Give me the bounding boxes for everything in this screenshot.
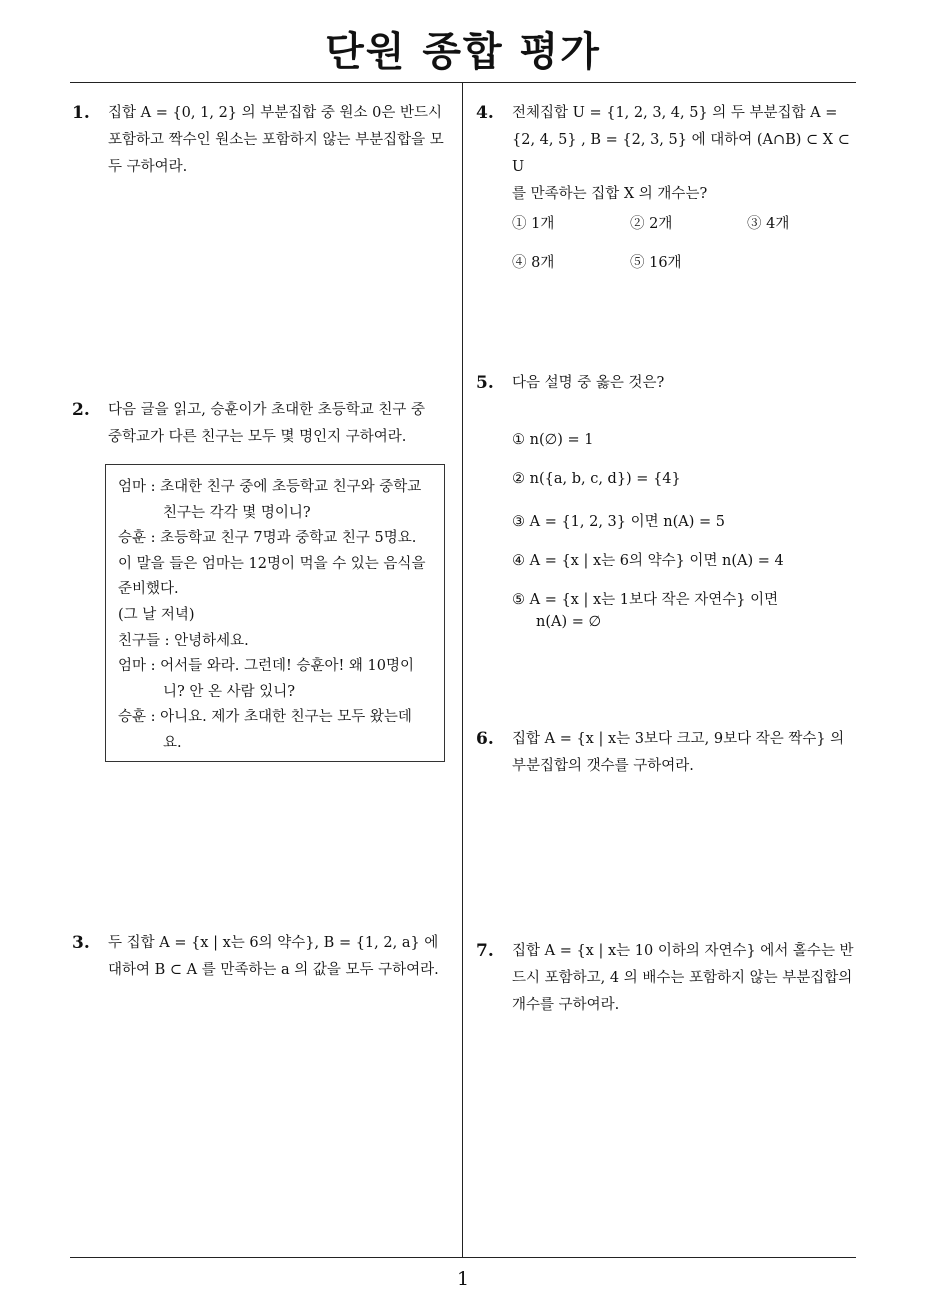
question-line: 전체집합 U = {1, 2, 3, 4, 5} 의 두 부분집합 A = [512, 105, 838, 121]
question-line: {2, 4, 5} , B = {2, 3, 5} 에 대하여 (A∩B) ⊂ X ⊂ U [512, 132, 850, 175]
question-line: 다음 글을 읽고, 승훈이가 초대한 초등학교 친구 중 [108, 402, 426, 418]
question-number: 2. [72, 400, 90, 420]
question-6 [476, 726, 866, 780]
question-line: 두 구하여라. [108, 159, 188, 175]
question-number: 5. [476, 373, 494, 393]
question-line: 다음 설명 중 옳은 것은? [512, 375, 665, 391]
question-1 [72, 100, 462, 181]
question-line: 집합 A = {x | x는 3보다 크고, 9보다 작은 짝수} 의 [512, 731, 845, 747]
question-text [108, 100, 462, 181]
choice-4[interactable]: ④ A = {x | x는 6의 약수} 이면 n(A) = 4 [512, 553, 784, 569]
question-text [512, 726, 866, 780]
question-text [512, 370, 866, 397]
dialogue-line: 친구들 : 안녕하세요. [118, 632, 249, 649]
choice-2[interactable]: ② n({a, b, c, d}) = {4} [512, 471, 681, 487]
dialogue-line: 니? 안 온 사람 있니? [163, 683, 296, 700]
dialogue-line: (그 날 저녁) [118, 606, 195, 623]
question-line: 를 만족하는 집합 X 의 개수는? [512, 186, 708, 202]
choice-1[interactable]: ① 1개 [512, 216, 555, 232]
question-line: 부분집합의 갯수를 구하여라. [512, 758, 694, 774]
top-rule [70, 82, 856, 83]
question-text [108, 930, 462, 984]
question-number: 1. [72, 103, 90, 123]
dialogue-line: 엄마 : 어서들 와라. 그런데! 승훈아! 왜 10명이 [118, 658, 414, 675]
page-number: 1 [456, 1268, 470, 1290]
question-number: 7. [476, 941, 494, 961]
question-line: 드시 포함하고, 4 의 배수는 포함하지 않는 부분집합의 [512, 970, 853, 986]
question-2 [72, 397, 462, 451]
question-line: 개수를 구하여라. [512, 997, 620, 1013]
question-number: 3. [72, 933, 90, 953]
choice-5[interactable]: ⑤ A = {x | x는 1보다 작은 자연수} 이면 [512, 592, 779, 608]
question-line: 중학교가 다른 친구는 모두 몇 명인지 구하여라. [108, 429, 407, 445]
choice-5-continuation: n(A) = ∅ [536, 614, 602, 630]
question-4 [476, 100, 866, 208]
question-3 [72, 930, 462, 984]
question-7 [476, 938, 866, 1019]
question-text [512, 100, 866, 208]
choice-1[interactable]: ① n(∅) = 1 [512, 432, 594, 448]
column-divider [462, 83, 463, 1257]
bottom-rule [70, 1257, 856, 1258]
question-line: 집합 A = {x | x는 10 이하의 자연수} 에서 홀수는 반 [512, 943, 854, 959]
question-5 [476, 370, 866, 397]
choice-3[interactable]: ③ A = {1, 2, 3} 이면 n(A) = 5 [512, 514, 725, 530]
choice-3[interactable]: ③ 4개 [747, 216, 790, 232]
page-title: 단원 종합 평가 [325, 29, 601, 75]
dialogue-line: 승훈 : 아니요. 제가 초대한 친구는 모두 왔는데 [118, 709, 412, 726]
question-line: 두 집합 A = {x | x는 6의 약수}, B = {1, 2, a} 에 [108, 935, 439, 951]
question-line: 포함하고 짝수인 원소는 포함하지 않는 부분집합을 모 [108, 132, 444, 148]
choice-2[interactable]: ② 2개 [630, 216, 673, 232]
question-line: 집합 A = {0, 1, 2} 의 부분집합 중 원소 0은 반드시 [108, 105, 442, 121]
dialogue-line: 준비했다. [118, 581, 179, 598]
dialogue-box [105, 464, 445, 762]
dialogue-line: 승훈 : 초등학교 친구 7명과 중학교 친구 5명요. [118, 530, 417, 547]
dialogue-line: 친구는 각각 몇 명이니? [163, 504, 311, 521]
question-text [108, 397, 462, 451]
choice-4[interactable]: ④ 8개 [512, 255, 555, 271]
question-number: 4. [476, 103, 494, 123]
question-line: 대하여 B ⊂ A 를 만족하는 a 의 값을 모두 구하여라. [108, 962, 439, 978]
question-number: 6. [476, 729, 494, 749]
choice-5[interactable]: ⑤ 16개 [630, 255, 682, 271]
dialogue-line: 이 말을 들은 엄마는 12명이 먹을 수 있는 음식을 [118, 555, 426, 572]
question-text [512, 938, 866, 1019]
dialogue-line: 요. [163, 734, 182, 751]
dialogue-line: 엄마 : 초대한 친구 중에 초등학교 친구와 중학교 [118, 479, 422, 495]
